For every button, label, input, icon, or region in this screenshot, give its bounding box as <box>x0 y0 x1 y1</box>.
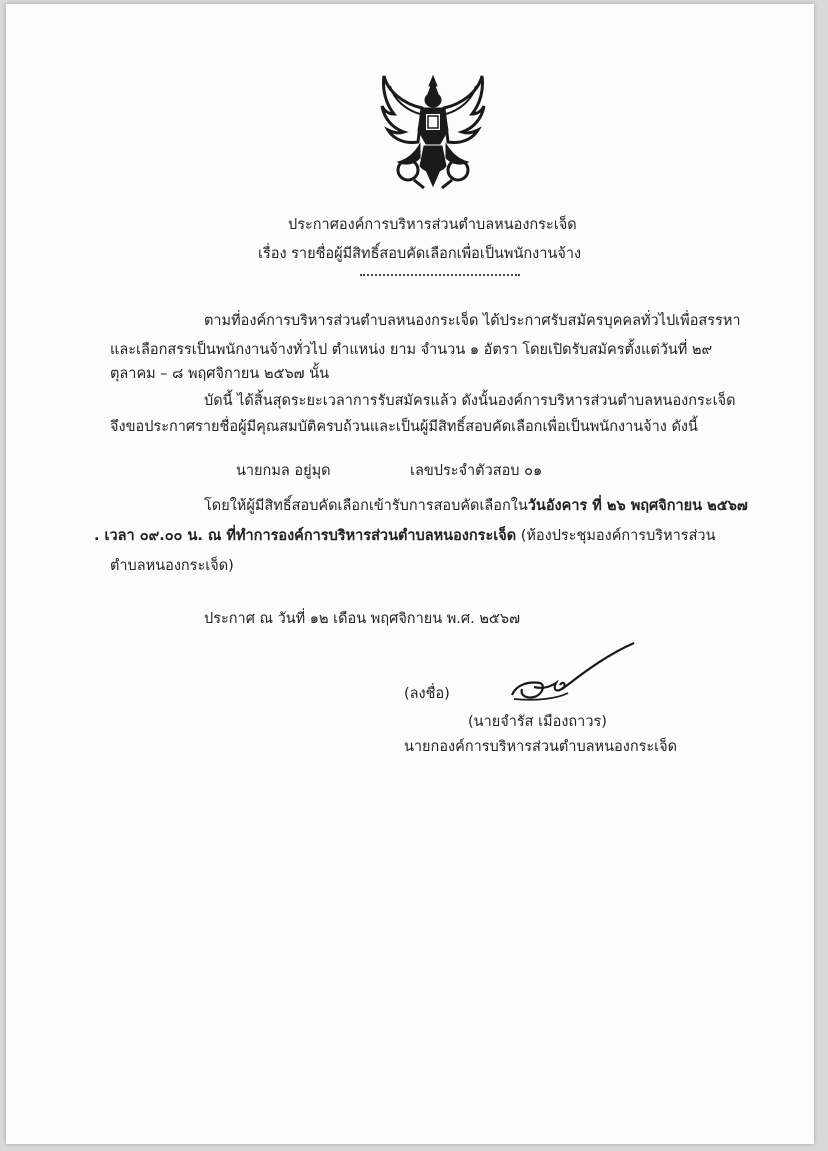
paragraph-3-line-2 <box>94 529 715 544</box>
candidate-name: นายกมล อยู่มุด <box>236 463 331 479</box>
announcement-date: ประกาศ ณ วันที่ ๑๒ เดือน พฤศจิกายน พ.ศ. ๒๕๖๗ <box>204 611 520 627</box>
exam-time-location: . เวลา ๐๙.๐๐ น. ณ ที่ทำการองค์การบริหารส่วนตำบลหนองกระเจ็ด <box>94 528 517 544</box>
exam-date: วันอังคาร ที่ ๒๖ พฤศจิกายน ๒๕๖๗ <box>527 498 748 514</box>
sign-label: (ลงชื่อ) <box>404 686 450 702</box>
paragraph-1-line-1: ตามที่องค์การบริหารส่วนตำบลหนองกระเจ็ด ได้ประกาศรับสมัครบุคคลทั่วไปเพื่อสรรหา <box>204 313 741 329</box>
announcement-title: ประกาศองค์การบริหารส่วนตำบลหนองกระเจ็ด <box>288 217 577 233</box>
exam-intro: โดยให้ผู้มีสิทธิ์สอบคัดเลือกเข้ารับการสอบคัดเลือกใน <box>204 498 528 514</box>
signer-name: (นายจำรัส เมืองถาวร) <box>468 714 607 730</box>
handwritten-signature <box>506 639 640 709</box>
paragraph-2-line-2: จึงขอประกาศรายชื่อผู้มีคุณสมบัติครบถ้วนและเป็นผู้มีสิทธิ์สอบคัดเลือกเพื่อเป็นพนักงานจ้าง ดังนี้ <box>110 419 698 435</box>
paragraph-1-line-3: ตุลาคม – ๘ พฤศจิกายน ๒๕๖๗ นั้น <box>110 366 330 382</box>
garuda-emblem <box>374 70 492 190</box>
separator <box>360 274 520 276</box>
document-page <box>6 4 814 1144</box>
candidate-exam-number: เลขประจำตัวสอบ ๐๑ <box>410 463 543 479</box>
paragraph-3-line-3: ตำบลหนองกระเจ็ด) <box>110 558 234 574</box>
paragraph-3-line-1 <box>204 499 748 514</box>
paragraph-1-line-2: และเลือกสรรเป็นพนักงานจ้างทั่วไป ตำแหน่ง ยาม จำนวน ๑ อัตรา โดยเปิดรับสมัครตั้งแต่วันที่ ๒๙ <box>110 342 713 358</box>
signer-position: นายกองค์การบริหารส่วนตำบลหนองกระเจ็ด <box>404 739 678 755</box>
paragraph-2-line-1: บัดนี้ ได้สิ้นสุดระยะเวลาการรับสมัครแล้ว ดังนั้นองค์การบริหารส่วนตำบลหนองกระเจ็ด <box>204 393 736 409</box>
announcement-subject: เรื่อง รายชื่อผู้มีสิทธิ์สอบคัดเลือกเพื่อเป็นพนักงานจ้าง <box>258 246 582 262</box>
exam-room: (ห้องประชุมองค์การบริหารส่วน <box>516 528 716 544</box>
